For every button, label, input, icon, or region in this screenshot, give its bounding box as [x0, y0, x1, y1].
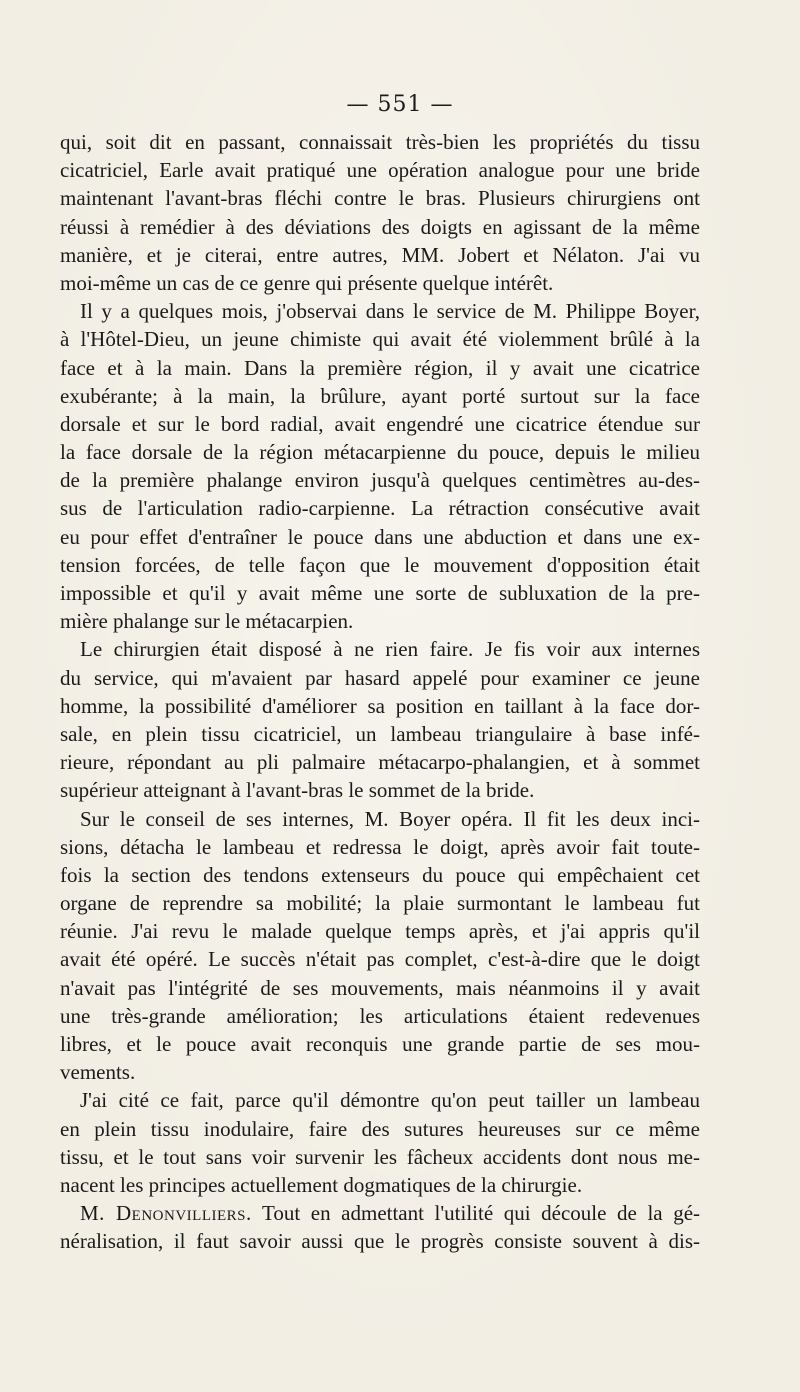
- text-line: tension forcées, de telle façon que le mouvement d'opposition était: [60, 552, 700, 577]
- body-text: [60, 128, 700, 1256]
- text-line: impossible et qu'il y avait même une sorte de subluxation de la pre-: [60, 581, 700, 605]
- text-line: réussi à remédier à des déviations des doigts en agissant de la même: [60, 214, 700, 239]
- text-line: avait été opéré. Le succès n'était pas complet, c'est-à-dire que le doigt: [60, 947, 700, 972]
- text-line: organe de reprendre sa mobilité; la plaie surmontant le lambeau fut: [60, 891, 700, 916]
- text-line: J'ai cité ce fait, parce qu'il démontre qu'on peut tailler un lambeau: [80, 1088, 700, 1113]
- page-number: — 551 —: [346, 92, 454, 117]
- text-line: dorsale et sur le bord radial, avait engendré une cicatrice étendue sur: [60, 411, 700, 436]
- text-line: sus de l'articulation radio-carpienne. La rétraction consécutive avait: [60, 496, 700, 521]
- text-line: réunie. J'ai revu le malade quelque temps après, et j'ai appris qu'il: [60, 919, 700, 944]
- text-line: du service, qui m'avaient par hasard appelé pour examiner ce jeune: [60, 665, 700, 690]
- text-line: qui, soit dit en passant, connaissait très-bien les propriétés du tissu: [60, 130, 700, 154]
- text-line: à l'Hôtel-Dieu, un jeune chimiste qui avait été violemment brûlé à la: [60, 327, 700, 352]
- text-line: de la première phalange environ jusqu'à quelques centimètres au-des-: [60, 468, 700, 493]
- text-line: face et à la main. Dans la première région, il y avait une cicatrice: [60, 355, 700, 380]
- text-line: mière phalange sur le métacarpien.: [60, 609, 354, 634]
- text-line: n'avait pas l'intégrité de ses mouvements, mais néanmoins il y avait: [60, 975, 700, 1000]
- text-line: libres, et le pouce avait reconquis une grande partie de ses mou-: [60, 1032, 700, 1056]
- text-line: sale, en plein tissu cicatriciel, un lambeau triangulaire à base infé-: [60, 721, 700, 746]
- speaker-name: M. Denonvilliers.: [80, 1201, 252, 1226]
- text-line: homme, la possibilité d'améliorer sa position en taillant à la face dor-: [60, 693, 700, 718]
- text-line: Sur le conseil de ses internes, M. Boyer opéra. Il fit les deux inci-: [80, 806, 700, 831]
- text-line: tissu, et le tout sans voir survenir les fâcheux accidents dont nous me-: [60, 1144, 700, 1169]
- text-line: la face dorsale de la région métacarpienne du pouce, depuis le milieu: [60, 440, 700, 465]
- text-line: moi-même un cas de ce genre qui présente quelque intérêt.: [60, 270, 554, 295]
- text-line: exubérante; à la main, la brûlure, ayant porté surtout sur la face: [60, 383, 700, 408]
- text-line: cicatriciel, Earle avait pratiqué une opération analogue pour une bride: [60, 158, 700, 183]
- text-line: en plein tissu inodulaire, faire des sutures heureuses sur ce même: [60, 1116, 700, 1141]
- text-line: Il y a quelques mois, j'observai dans le service de M. Philippe Boyer,: [80, 299, 700, 324]
- text-line: maintenant l'avant-bras fléchi contre le bras. Plusieurs chirurgiens ont: [60, 186, 700, 211]
- text-line: fois la section des tendons extenseurs du pouce qui empêchaient cet: [60, 862, 700, 887]
- text-line: supérieur atteignant à l'avant-bras le sommet de la bride.: [60, 778, 535, 803]
- text-line: [60, 1199, 700, 1227]
- text-line-content: Tout en admettant l'utilité qui découle de la gé-: [261, 1201, 700, 1226]
- text-line: sions, détacha le lambeau et redressa le doigt, après avoir fait toute-: [60, 834, 700, 859]
- text-line: manière, et je citerai, entre autres, MM. Jobert et Nélaton. J'ai vu: [60, 242, 700, 267]
- text-line: une très-grande amélioration; les articulations étaient redevenues: [60, 1003, 700, 1028]
- text-line: Le chirurgien était disposé à ne rien faire. Je fis voir aux internes: [80, 637, 700, 662]
- text-line: vements.: [60, 1060, 136, 1085]
- text-line: rieure, répondant au pli palmaire métacarpo-phalangien, et à sommet: [60, 750, 700, 775]
- text-line: nacent les principes actuellement dogmatiques de la chirurgie.: [60, 1172, 583, 1197]
- text-line: eu pour effet d'entraîner le pouce dans une abduction et dans une ex-: [60, 524, 700, 549]
- text-line: néralisation, il faut savoir aussi que le progrès consiste souvent à dis-: [60, 1229, 700, 1254]
